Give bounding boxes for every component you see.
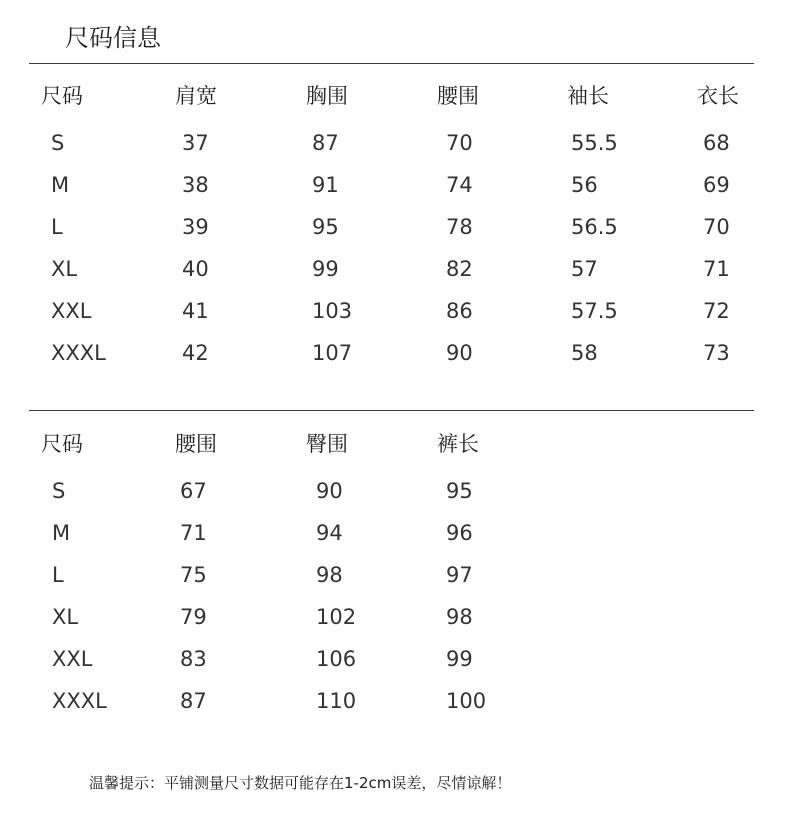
cell-sleeve: 56.5: [571, 215, 618, 239]
cell-chest: 95: [312, 215, 339, 239]
cell-size: XXL: [51, 299, 92, 323]
top-table-header-row: [0, 80, 790, 120]
cell-chest: 103: [312, 299, 353, 323]
cell-size: L: [52, 563, 64, 587]
cell-size: M: [51, 173, 70, 197]
cell-hip: 98: [316, 563, 343, 587]
cell-size: XL: [52, 605, 79, 629]
cell-hip: 90: [316, 479, 343, 503]
table-row: [0, 521, 790, 561]
cell-sleeve: 57.5: [571, 299, 618, 323]
page-title: 尺码信息: [65, 24, 161, 52]
table-row: [0, 563, 790, 603]
header-cell-length: 衣长: [697, 84, 739, 108]
cell-chest: 91: [312, 173, 339, 197]
table-row: [0, 689, 790, 729]
table-row: [0, 131, 790, 171]
cell-length: 72: [703, 299, 730, 323]
cell-shoulder: 38: [182, 173, 209, 197]
table-row: [0, 341, 790, 381]
header-cell-waist: 腰围: [175, 432, 217, 456]
header-cell-sleeve: 袖长: [567, 84, 609, 108]
cell-shoulder: 37: [182, 131, 209, 155]
cell-chest: 107: [312, 341, 353, 365]
cell-length: 71: [703, 257, 730, 281]
table-row: [0, 605, 790, 645]
cell-hip: 94: [316, 521, 343, 545]
cell-sleeve: 55.5: [571, 131, 618, 155]
cell-length: 68: [703, 131, 730, 155]
cell-hip: 110: [316, 689, 357, 713]
header-cell-size: 尺码: [41, 84, 83, 108]
cell-length: 73: [703, 341, 730, 365]
table-row: [0, 257, 790, 297]
cell-waist: 83: [180, 647, 207, 671]
cell-chest: 99: [312, 257, 339, 281]
cell-waist: 82: [446, 257, 473, 281]
header-cell-waist: 腰围: [437, 84, 479, 108]
cell-shoulder: 42: [182, 341, 209, 365]
header-cell-hip: 臀围: [306, 432, 348, 456]
cell-waist: 87: [180, 689, 207, 713]
top-table-divider: [29, 63, 754, 64]
table-row: [0, 299, 790, 339]
cell-chest: 87: [312, 131, 339, 155]
cell-size: XL: [51, 257, 78, 281]
cell-waist: 78: [446, 215, 473, 239]
cell-waist: 70: [446, 131, 473, 155]
table-row: [0, 215, 790, 255]
cell-waist: 74: [446, 173, 473, 197]
cell-size: XXXL: [52, 689, 107, 713]
cell-waist: 90: [446, 341, 473, 365]
cell-waist: 71: [180, 521, 207, 545]
header-cell-pant-length: 裤长: [437, 432, 479, 456]
table-row: [0, 479, 790, 519]
cell-size: XXL: [52, 647, 93, 671]
cell-pant-length: 99: [446, 647, 473, 671]
cell-hip: 102: [316, 605, 357, 629]
cell-size: S: [51, 131, 65, 155]
measurement-note: 温馨提示：平铺测量尺寸数据可能存在1-2cm误差，尽情谅解！: [89, 774, 512, 792]
cell-sleeve: 56: [571, 173, 598, 197]
cell-size: XXXL: [51, 341, 106, 365]
cell-waist: 86: [446, 299, 473, 323]
bottom-table-divider: [29, 410, 754, 411]
cell-pant-length: 98: [446, 605, 473, 629]
cell-shoulder: 39: [182, 215, 209, 239]
cell-sleeve: 58: [571, 341, 598, 365]
cell-pant-length: 97: [446, 563, 473, 587]
cell-shoulder: 41: [182, 299, 209, 323]
cell-pant-length: 100: [446, 689, 487, 713]
cell-size: L: [51, 215, 63, 239]
cell-pant-length: 96: [446, 521, 473, 545]
header-cell-shoulder: 肩宽: [175, 84, 217, 108]
cell-hip: 106: [316, 647, 357, 671]
cell-size: M: [52, 521, 71, 545]
cell-pant-length: 95: [446, 479, 473, 503]
cell-waist: 79: [180, 605, 207, 629]
cell-sleeve: 57: [571, 257, 598, 281]
cell-shoulder: 40: [182, 257, 209, 281]
bottom-table-header-row: [0, 428, 790, 468]
cell-length: 70: [703, 215, 730, 239]
cell-waist: 75: [180, 563, 207, 587]
table-row: [0, 173, 790, 213]
header-cell-chest: 胸围: [306, 84, 348, 108]
table-row: [0, 647, 790, 687]
header-cell-size: 尺码: [41, 432, 83, 456]
cell-waist: 67: [180, 479, 207, 503]
cell-size: S: [52, 479, 66, 503]
cell-length: 69: [703, 173, 730, 197]
